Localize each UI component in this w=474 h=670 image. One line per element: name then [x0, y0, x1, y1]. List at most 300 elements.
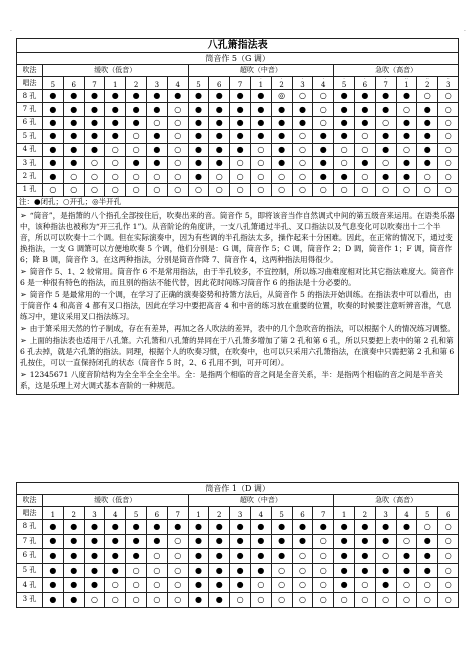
note-header — [375, 507, 396, 520]
table-subtitle: 筒音作 1（D 调） — [17, 483, 459, 495]
hole-label: 6 孔 — [17, 116, 43, 129]
fingering-cell: ● — [209, 143, 230, 156]
legend: 注：●闭孔；○开孔；◎半开孔 — [17, 197, 459, 208]
fingering-cell: ○ — [396, 183, 417, 196]
fingering-cell: ○ — [354, 578, 375, 593]
fingering-cell: ● — [188, 578, 209, 593]
note-number: 3 — [445, 81, 451, 89]
fingering-cell: ● — [230, 130, 251, 143]
fingering-cell: ○ — [354, 143, 375, 156]
fingering-cell: ● — [271, 143, 292, 156]
fingering-cell: ● — [43, 170, 64, 183]
fingering-cell: ○ — [438, 563, 459, 578]
fingering-cell: ○ — [438, 549, 459, 564]
fingering-cell: ● — [417, 116, 438, 129]
fingering-cell: ○ — [271, 183, 292, 196]
fingering-table-d — [16, 482, 459, 608]
fingering-cell: ○ — [438, 183, 459, 196]
fingering-cell: ● — [271, 103, 292, 116]
note-number: 5 — [425, 511, 430, 519]
table-row — [17, 130, 459, 143]
note-paragraph — [20, 323, 455, 334]
fingering-cell: ● — [63, 143, 84, 156]
note-number: 5 — [196, 81, 201, 89]
note-header — [417, 77, 438, 90]
note-number: 3 — [300, 81, 305, 89]
fingering-cell: ○ — [438, 534, 459, 549]
note-number: 3 — [154, 81, 160, 89]
fingering-cell: ○ — [375, 116, 396, 129]
note-header — [63, 507, 84, 520]
fingering-cell: ○ — [167, 534, 188, 549]
fingering-cell: ● — [84, 563, 105, 578]
note-number: 6 — [445, 511, 451, 519]
octave-dot: · — [280, 76, 283, 82]
header-label-singing: 唱法 — [17, 77, 43, 90]
table-row — [17, 116, 459, 129]
fingering-cell: ● — [188, 103, 209, 116]
hole-label: 5 孔 — [17, 130, 43, 143]
fingering-cell: ● — [209, 592, 230, 607]
fingering-cell: ○ — [396, 578, 417, 593]
arrow-bullet-icon: ➢ — [20, 267, 27, 277]
fingering-cell: ● — [188, 592, 209, 607]
fingering-cell: ● — [146, 130, 167, 143]
note-paragraph — [20, 335, 455, 368]
fingering-cell: ○ — [438, 578, 459, 593]
fingering-cell: ● — [354, 520, 375, 535]
hole-label: 3 孔 — [17, 592, 43, 607]
fingering-cell: ○ — [313, 103, 334, 116]
fingering-cell: ● — [43, 143, 64, 156]
fingering-cell: ○ — [334, 592, 355, 607]
fingering-cell: ○ — [126, 578, 147, 593]
table-subtitle: 筒音作 5（G 调） — [17, 53, 459, 65]
fingering-cell: ● — [250, 116, 271, 129]
fingering-cell: ● — [84, 143, 105, 156]
fingering-cell: ○ — [146, 549, 167, 564]
fingering-cell: ● — [43, 116, 64, 129]
fingering-cell: ○ — [63, 170, 84, 183]
fingering-cell: ● — [188, 143, 209, 156]
fingering-cell: ● — [230, 116, 251, 129]
fingering-cell: ○ — [167, 156, 188, 169]
note-header — [292, 507, 313, 520]
fingering-cell: ● — [417, 103, 438, 116]
fingering-cell: ● — [375, 170, 396, 183]
fingering-cell: ● — [271, 549, 292, 564]
fingering-cell: ● — [375, 103, 396, 116]
note-number: 6 — [362, 81, 368, 89]
group-header-low: 缓吹（低音） — [43, 65, 189, 77]
hole-label: 3 孔 — [17, 156, 43, 169]
fingering-cell: ● — [396, 563, 417, 578]
table-row — [17, 103, 459, 116]
group-header-mid: 超吹（中音） — [188, 495, 334, 507]
fingering-cell: ● — [230, 563, 251, 578]
note-header — [167, 507, 188, 520]
fingering-cell: ○ — [438, 116, 459, 129]
fingering-cell: ○ — [271, 592, 292, 607]
fingering-cell: ● — [188, 156, 209, 169]
note-header — [334, 507, 355, 520]
fingering-cell: ○ — [292, 156, 313, 169]
fingering-cell: ○ — [250, 592, 271, 607]
fingering-cell: ● — [334, 578, 355, 593]
note-header — [43, 77, 64, 90]
note-paragraph-text: 筒音作 5 是最常用的一个调，在学习了正确的演奏姿势和持箫方法后，从筒音作 5 的指法开始训练。在指法表中可以看出，由于筒音作 4 和高音 4 都有叉口指法，因此在学习中要把高音 4 和中音的练习放在重要的位置，吹奏的时候要注意听辨音准，气息练习中，建议采用叉口指法练习。 — [20, 290, 452, 322]
note-header — [292, 77, 313, 90]
note-header — [230, 507, 251, 520]
fingering-cell: ○ — [105, 183, 126, 196]
fingering-cell: ● — [63, 578, 84, 593]
header-label-blowing: 吹法 — [17, 495, 43, 507]
fingering-cell: ○ — [396, 534, 417, 549]
fingering-cell: ● — [209, 103, 230, 116]
fingering-cell: ● — [271, 156, 292, 169]
fingering-cell: ● — [230, 90, 251, 103]
note-header — [230, 77, 251, 90]
fingering-cell: ● — [375, 534, 396, 549]
octave-dot: ·· — [446, 76, 450, 82]
fingering-cell: ○ — [250, 183, 271, 196]
header-label-singing: 唱法 — [17, 507, 43, 520]
note-number: 1 — [113, 81, 118, 89]
fingering-cell: ○ — [417, 183, 438, 196]
note-header — [334, 77, 355, 90]
fingering-cell: ○ — [354, 130, 375, 143]
fingering-cell: ○ — [146, 578, 167, 593]
fingering-cell: ○ — [271, 578, 292, 593]
fingering-cell: ○ — [43, 183, 64, 196]
note-number: 2 — [362, 511, 368, 519]
note-paragraph-text: 上面的指法表也适用于八孔箫。六孔箫和八孔箫的异同在于八孔箫多增加了第 2 孔和第 6 孔，所以只要把上表中的第 2 孔和第 6 孔去掉，就是六孔箫的指法。同理，根据个人的吹奏习惯，在吹奏中，也可以只采用六孔箫指法，在演奏中只需把第 2 孔和第 6 孔按住，可以一直保持闭孔的状态（筒音作 5 时，2、6 孔用不到，可开可闭）。 — [20, 336, 455, 368]
note-number: 4 — [404, 511, 409, 519]
fingering-cell: ● — [188, 520, 209, 535]
fingering-cell: ○ — [292, 143, 313, 156]
note-paragraph — [20, 369, 455, 391]
fingering-cell: ● — [250, 563, 271, 578]
note-header — [126, 77, 147, 90]
fingering-cell: ● — [188, 549, 209, 564]
fingering-cell: ○ — [250, 156, 271, 169]
fingering-cell: ● — [63, 130, 84, 143]
fingering-cell: ● — [63, 156, 84, 169]
fingering-cell: ● — [209, 563, 230, 578]
note-number: 6 — [217, 81, 222, 89]
fingering-cell: ○ — [292, 170, 313, 183]
group-header-mid: 超吹（中音） — [188, 65, 334, 77]
arrow-bullet-icon: ➢ — [20, 370, 27, 380]
fingering-cell: ● — [43, 592, 64, 607]
fingering-cell: ● — [63, 534, 84, 549]
fingering-cell: ● — [63, 103, 84, 116]
fingering-table-g — [16, 38, 459, 395]
note-header — [167, 77, 188, 90]
note-header — [126, 507, 147, 520]
fingering-cell: ○ — [105, 143, 126, 156]
fingering-cell: ● — [230, 549, 251, 564]
fingering-cell: ● — [417, 549, 438, 564]
note-paragraph — [20, 266, 455, 288]
note-header — [354, 77, 375, 90]
fingering-cell: ● — [334, 520, 355, 535]
corner-mark-left: . — [10, 26, 12, 33]
fingering-cell: ● — [126, 103, 147, 116]
fingering-cell: ○ — [313, 549, 334, 564]
fingering-cell: ● — [167, 90, 188, 103]
fingering-cell: ● — [230, 534, 251, 549]
fingering-cell: ● — [105, 520, 126, 535]
fingering-cell: ○ — [438, 130, 459, 143]
fingering-cell: ○ — [354, 592, 375, 607]
fingering-cell: ● — [271, 116, 292, 129]
fingering-cell: ● — [188, 534, 209, 549]
fingering-cell: ● — [63, 520, 84, 535]
fingering-cell: ● — [84, 520, 105, 535]
note-paragraph-text: 由于箫采用天然的竹子制成，存在有差异，再加之各人吹法的差异，表中的几个急吹音的指法，可以根据个人的情况练习调整。 — [29, 324, 455, 334]
fingering-cell: ● — [334, 130, 355, 143]
fingering-cell: ● — [126, 90, 147, 103]
octave-dot: · — [301, 76, 304, 82]
fingering-cell: ● — [188, 130, 209, 143]
fingering-cell: ● — [334, 170, 355, 183]
fingering-cell: ● — [209, 549, 230, 564]
fingering-cell: ● — [396, 549, 417, 564]
fingering-cell: ● — [105, 130, 126, 143]
note-number: 3 — [383, 511, 388, 519]
fingering-cell: ● — [292, 534, 313, 549]
fingering-cell: ○ — [375, 549, 396, 564]
note-number: 5 — [279, 511, 284, 519]
fingering-cell: ● — [292, 116, 313, 129]
fingering-cell: ● — [43, 578, 64, 593]
fingering-cell: ○ — [292, 130, 313, 143]
hole-label: 8 孔 — [17, 520, 43, 535]
note-number: 2 — [217, 511, 222, 519]
note-number: 4 — [321, 81, 326, 89]
note-header — [271, 77, 292, 90]
fingering-cell: ○ — [230, 183, 251, 196]
fingering-cell: ○ — [146, 183, 167, 196]
fingering-cell: ○ — [438, 103, 459, 116]
fingering-cell: ● — [354, 116, 375, 129]
note-number: 5 — [133, 511, 139, 519]
fingering-cell: ● — [105, 90, 126, 103]
fingering-cell: ○ — [375, 156, 396, 169]
note-header — [250, 507, 271, 520]
fingering-cell: ● — [334, 563, 355, 578]
note-header — [188, 507, 209, 520]
fingering-cell: ● — [188, 170, 209, 183]
fingering-cell: ● — [43, 534, 64, 549]
octave-dot: ·· — [425, 76, 429, 82]
fingering-cell: ● — [84, 578, 105, 593]
fingering-cell: ● — [396, 116, 417, 129]
fingering-cell: ● — [230, 103, 251, 116]
fingering-cell: ○ — [63, 183, 84, 196]
fingering-cell: ● — [146, 156, 167, 169]
fingering-cell: ○ — [396, 592, 417, 607]
fingering-cell: ● — [63, 592, 84, 607]
fingering-cell: ○ — [126, 183, 147, 196]
fingering-cell: ○ — [334, 183, 355, 196]
fingering-cell: ○ — [146, 592, 167, 607]
octave-dot: · — [322, 76, 325, 82]
fingering-cell: ○ — [271, 170, 292, 183]
fingering-cell: ○ — [167, 592, 188, 607]
fingering-cell: ○ — [417, 170, 438, 183]
table-row — [17, 156, 459, 169]
fingering-cell: ○ — [167, 549, 188, 564]
fingering-cell: ○ — [209, 183, 230, 196]
fingering-cell: ○ — [209, 170, 230, 183]
note-paragraph — [20, 289, 455, 322]
note-number: 1 — [341, 511, 347, 519]
note-header — [396, 507, 417, 520]
note-paragraph-text: “筒音”，是指箫的八个指孔全部按住后，吹奏出来的音。筒音作 5，即将该音当作自然调式中间的第五级音来运用。在语类乐器中，该种指法也被称为“开三孔作 1”)。从音阶论的角度讲，一支八孔箫通过半孔、叉口指法以及气息变化可以吹奏出十二个半音，所以可以吹奏十二个调。但在实际演奏中，因为有些调的半孔指法太多，操作起来十分困难。因此，在正常的情况下，通过变换指法，一支 G 调箫可以方便地吹奏 5 个调，他们分别是：G 调，筒音作 5；C 调，筒音作 2；D 调，筒音作 1；F 调，筒音作 6；降 B 调，筒音作 3。在这两种指法，分别是筒音作降 7、筒音作 4，这两种指法用得很少。 — [20, 211, 455, 265]
note-header — [209, 77, 230, 90]
fingering-cell: ○ — [146, 170, 167, 183]
fingering-cell: ○ — [396, 143, 417, 156]
fingering-cell: ○ — [417, 90, 438, 103]
note-number: 1 — [404, 81, 409, 89]
fingering-cell: ● — [146, 520, 167, 535]
note-header — [84, 77, 105, 90]
note-paragraph — [20, 210, 455, 265]
fingering-cell: ○ — [105, 170, 126, 183]
table-row — [17, 549, 459, 564]
fingering-cell: ● — [146, 103, 167, 116]
table-row — [17, 520, 459, 535]
octave-dot: ·· — [404, 76, 409, 82]
fingering-cell: ● — [43, 90, 64, 103]
fingering-cell: ○ — [438, 592, 459, 607]
fingering-cell: ● — [250, 103, 271, 116]
note-number: 4 — [175, 81, 180, 89]
fingering-cell: ● — [209, 90, 230, 103]
fingering-cell: ○ — [438, 143, 459, 156]
header-label-blowing: 吹法 — [17, 65, 43, 77]
fingering-cell: ○ — [334, 143, 355, 156]
fingering-cell: ○ — [313, 90, 334, 103]
note-paragraph-text: 筒音作 5、1、2 较常用。筒音作 6 不是常用指法，由于半孔较多，不宜控制，所以练习曲难度相对比其它指法难度大。筒音作 6 是一种很有特色的指法，而且别的指法不能代替，因此花时间练习筒音作 6 的指法是十分必要的。 — [20, 267, 454, 288]
note-header — [188, 77, 209, 90]
note-number: 6 — [300, 511, 305, 519]
fingering-cell: ● — [84, 549, 105, 564]
arrow-bullet-icon: ➢ — [20, 336, 27, 346]
fingering-cell: ● — [209, 156, 230, 169]
note-number: 7 — [92, 81, 97, 89]
fingering-cell: ● — [271, 130, 292, 143]
fingering-cell: ○ — [250, 578, 271, 593]
fingering-cell: ● — [375, 90, 396, 103]
table-title: 八孔箫指法表 — [17, 39, 459, 53]
fingering-cell: ● — [209, 578, 230, 593]
fingering-cell: ● — [396, 170, 417, 183]
fingering-cell: ● — [84, 130, 105, 143]
fingering-cell: ○ — [188, 183, 209, 196]
fingering-cell: ○ — [354, 170, 375, 183]
note-number: 5 — [50, 81, 56, 89]
note-number: 5 — [341, 81, 347, 89]
fingering-cell: ○ — [167, 170, 188, 183]
note-header — [105, 507, 126, 520]
note-header — [375, 77, 396, 90]
fingering-cell: ○ — [126, 563, 147, 578]
fingering-cell: ● — [230, 520, 251, 535]
fingering-cell: ● — [126, 549, 147, 564]
fingering-cell: ○ — [313, 592, 334, 607]
octave-dot: · — [343, 76, 345, 82]
fingering-cell: ○ — [146, 116, 167, 129]
fingering-cell: ● — [126, 534, 147, 549]
fingering-cell: ● — [313, 143, 334, 156]
fingering-cell: ○ — [167, 116, 188, 129]
fingering-cell: ● — [167, 520, 188, 535]
fingering-cell: ○ — [438, 170, 459, 183]
hole-label: 7 孔 — [17, 534, 43, 549]
fingering-cell: ● — [354, 103, 375, 116]
fingering-cell: ● — [292, 103, 313, 116]
fingering-cell: ● — [375, 520, 396, 535]
fingering-cell: ● — [188, 563, 209, 578]
fingering-cell: ● — [271, 520, 292, 535]
fingering-cell: ○ — [292, 549, 313, 564]
fingering-cell: ○ — [84, 156, 105, 169]
fingering-cell: ● — [375, 563, 396, 578]
fingering-cell: ● — [250, 549, 271, 564]
fingering-cell: ● — [43, 520, 64, 535]
arrow-bullet-icon: ➢ — [20, 211, 27, 221]
fingering-cell: ● — [313, 520, 334, 535]
fingering-cell: ○ — [230, 170, 251, 183]
hole-label: 5 孔 — [17, 563, 43, 578]
fingering-cell: ○ — [417, 592, 438, 607]
note-header — [438, 77, 459, 90]
note-header — [63, 77, 84, 90]
fingering-cell: ● — [126, 156, 147, 169]
fingering-cell: ○ — [126, 170, 147, 183]
note-number: 3 — [237, 511, 243, 519]
note-number: 7 — [237, 81, 243, 89]
fingering-cell: ● — [313, 170, 334, 183]
note-header — [396, 77, 417, 90]
fingering-cell: ● — [375, 578, 396, 593]
note-number: 1 — [258, 81, 264, 89]
octave-dot: · — [384, 76, 387, 82]
fingering-cell: ● — [43, 156, 64, 169]
note-header — [313, 507, 334, 520]
fingering-cell: ● — [334, 534, 355, 549]
fingering-cell: ○ — [292, 592, 313, 607]
fingering-cell: ○ — [375, 592, 396, 607]
fingering-cell: ● — [230, 578, 251, 593]
fingering-cell: ● — [43, 549, 64, 564]
fingering-cell: ○ — [375, 183, 396, 196]
hole-label: 7 孔 — [17, 103, 43, 116]
fingering-cell: ○ — [126, 592, 147, 607]
fingering-cell: ● — [250, 90, 271, 103]
fingering-cell: ● — [63, 116, 84, 129]
note-header — [43, 507, 64, 520]
fingering-cell: ○ — [105, 156, 126, 169]
note-number: 2 — [425, 81, 430, 89]
fingering-cell: ● — [334, 116, 355, 129]
fingering-cell: ● — [354, 534, 375, 549]
note-number: 3 — [92, 511, 97, 519]
fingering-cell: ● — [417, 130, 438, 143]
